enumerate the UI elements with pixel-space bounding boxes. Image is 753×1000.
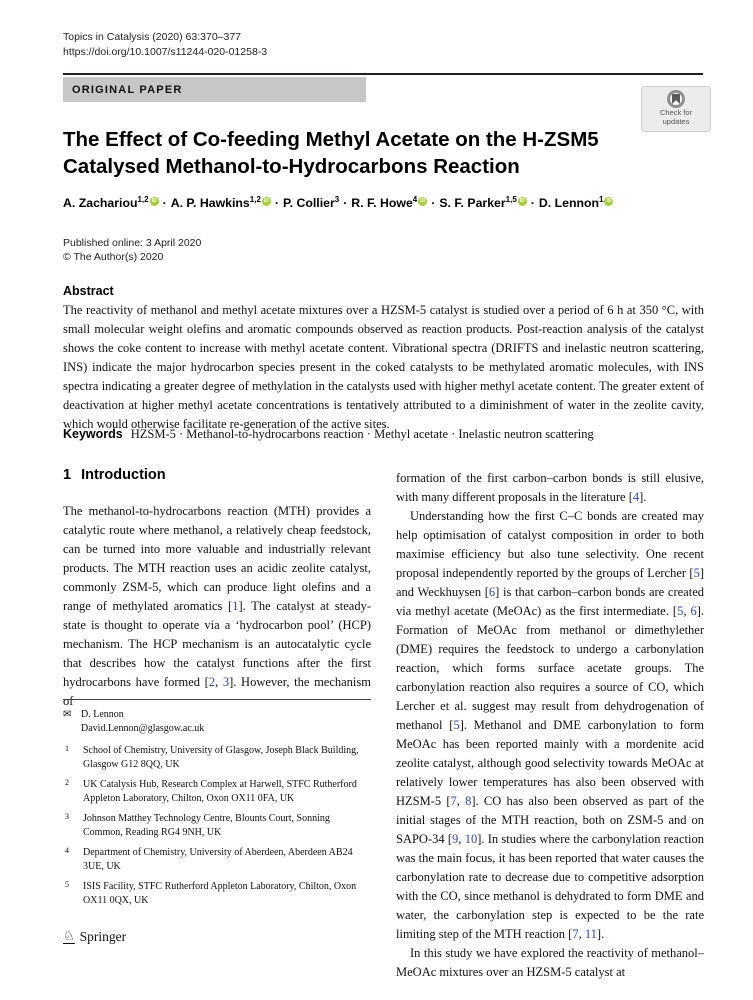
author bbox=[539, 196, 614, 210]
author-affiliation-sup: 3 bbox=[334, 194, 340, 204]
author-name: P. Collier bbox=[283, 196, 335, 210]
orcid-icon[interactable]: iD bbox=[519, 197, 525, 204]
affiliation-item bbox=[63, 812, 371, 839]
text-segment: The methanol-to-hydrocarbons reaction (MTH) provides a catalytic route where methanol, a relatively cheap feedstock, can be turned into more valuable and industrially relevant products. The MTH reaction uses an acidic zeolite catalyst, commonly ZSM-5, which can produce light olefins and a range of methylated aromatics [ bbox=[63, 504, 371, 613]
citation-link[interactable]: 2 bbox=[208, 675, 216, 689]
author bbox=[63, 196, 159, 210]
affiliation-number: 2 bbox=[65, 778, 69, 787]
intro-paragraph-right-3 bbox=[396, 944, 704, 982]
citation-link[interactable]: 4 bbox=[632, 490, 640, 504]
text-segment: ]. Methanol and DME carbonylation to form MeOAc has been reported mainly with a mordenite acid zeolite catalyst, although good selectivity towards MeOAc at relatively lower temperatures has also been observed with HZSM-5 [ bbox=[396, 718, 704, 808]
text-segment: ]. However, the mechanism of bbox=[63, 675, 371, 708]
orcid-icon[interactable]: iD bbox=[263, 197, 269, 204]
affiliation-text: UK Catalysis Hub, Research Complex at Harwell, STFC Rutherford Appleton Laboratory, Chilton, Oxon OX11 0FA, UK bbox=[83, 779, 357, 804]
abstract-heading: Abstract bbox=[63, 284, 114, 298]
copyright-line: © The Author(s) 2020 bbox=[63, 251, 164, 263]
publisher-footer bbox=[63, 929, 126, 945]
affiliation-item bbox=[63, 744, 371, 771]
author-name: R. F. Howe bbox=[351, 196, 413, 210]
crossmark-icon bbox=[667, 90, 685, 108]
intro-paragraph-right-1 bbox=[396, 469, 704, 507]
author bbox=[351, 196, 427, 210]
citation-link[interactable]: 1 bbox=[232, 599, 239, 613]
affiliation-item bbox=[63, 778, 371, 805]
affiliation-text: ISIS Facility, STFC Rutherford Appleton Laboratory, Chilton, Oxon OX11 0QX, UK bbox=[83, 881, 357, 906]
affiliation-number: 4 bbox=[65, 846, 69, 855]
springer-logo-icon: ♘ bbox=[63, 929, 75, 944]
author-affiliation-sup: 1 bbox=[599, 194, 604, 204]
text-segment: ]. In studies where the carbonylation reaction was the main focus, it has been reported that water causes the carbonylation rate to decrease due to competitive adsorption with the CO, since methanol is dehydrated to form DME and water, the carbonylation step is expected to be the rate limiting step of the MTH reaction [ bbox=[396, 832, 704, 941]
citation-link[interactable]: 6 bbox=[488, 585, 496, 599]
affiliation-text: Johnson Matthey Technology Centre, Blounts Court, Sonning Common, Reading RG4 9NH, UK bbox=[83, 813, 330, 838]
author-name: D. Lennon bbox=[538, 196, 600, 210]
citation-link[interactable]: 10 bbox=[464, 832, 478, 846]
correspondence-email[interactable]: David.Lennon@glasgow.ac.uk bbox=[81, 722, 205, 734]
journal-reference: Topics in Catalysis (2020) 63:370–377 bbox=[63, 31, 242, 43]
text-segment: , bbox=[215, 675, 223, 689]
abstract-text: The reactivity of methanol and methyl acetate mixtures over a HZSM-5 catalyst is studied over a period of 6 h at 350 °C, with small molecular weight olefins and aromatic compounds observed as reaction products. Post-reaction analysis of the catalyst shows the coke content to increase with methyl acetate content. Vibrational spectra (DRIFTS and inelastic neutron scattering, INS) indicate the major hydrocarbon species present in the coked catalysts to be methylated aromatic molecules, with INS spectra indicating a greater degree of methylation in the catalysts used with higher methyl acetate content. The greater extent of deactivation at higher methyl acetate concentrations is tentatively attributed to a diminishment of water in the zeolite cavity, which would otherwise facilitate re-generation of the active sites. bbox=[63, 303, 704, 431]
text-segment: , bbox=[456, 794, 466, 808]
affiliation-number: 3 bbox=[65, 812, 69, 821]
article-type-banner: ORIGINAL PAPER bbox=[63, 77, 366, 102]
author bbox=[439, 196, 526, 210]
citation-link[interactable]: 6 bbox=[690, 604, 697, 618]
correspondence-text bbox=[81, 708, 371, 735]
keywords-text: HZSM-5 · Methanol-to-hydrocarbons reaction · Methyl acetate · Inelastic neutron scattering bbox=[130, 427, 594, 441]
doi-link[interactable]: https://doi.org/10.1007/s11244-020-01258-3 bbox=[63, 46, 268, 58]
affiliation-item bbox=[63, 846, 371, 873]
keywords-line bbox=[63, 427, 703, 442]
intro-paragraph-right-2 bbox=[396, 507, 704, 944]
citation-link[interactable]: 11 bbox=[584, 927, 597, 941]
text-segment: ]. The catalyst at steady-state is thought to operate via a ‘hydrocarbon pool’ (HCP) mechanism. The HCP mechanism is an autocatalytic cycle that describes how the catalyst functions after the first hydrocarbons have formed [ bbox=[63, 599, 371, 689]
orcid-icon[interactable]: iD bbox=[606, 197, 612, 204]
author-line bbox=[63, 196, 703, 210]
author-separator: · bbox=[431, 196, 436, 210]
right-column bbox=[396, 469, 704, 982]
left-column bbox=[63, 466, 371, 711]
citation-link[interactable]: 5 bbox=[453, 718, 460, 732]
correspondence bbox=[63, 708, 371, 735]
author-affiliation-sup: 4 bbox=[412, 194, 418, 204]
affiliation-item bbox=[63, 880, 371, 907]
text-segment: ]. bbox=[639, 490, 647, 504]
text-segment: In this study we have explored the reactivity of methanol–MeOAc mixtures over an HZSM-5 catalyst at bbox=[396, 946, 704, 979]
publisher-name: Springer bbox=[79, 929, 127, 944]
footnote-block bbox=[63, 699, 371, 914]
citation-link[interactable]: 5 bbox=[693, 566, 700, 580]
bookmark-icon bbox=[672, 94, 680, 104]
text-segment: , bbox=[458, 832, 465, 846]
orcid-icon[interactable]: iD bbox=[420, 197, 426, 204]
citation-link[interactable]: 9 bbox=[452, 832, 459, 846]
affiliation-number: 1 bbox=[65, 744, 69, 753]
affiliation-text: School of Chemistry, University of Glasgow, Joseph Black Building, Glasgow G12 8QQ, UK bbox=[83, 745, 359, 770]
correspondence-name: D. Lennon bbox=[81, 709, 124, 720]
author-affiliation-sup: 1,2 bbox=[137, 194, 149, 204]
author-separator: · bbox=[274, 196, 280, 210]
affiliation-text: Department of Chemistry, University of Aberdeen, Aberdeen AB24 3UE, UK bbox=[83, 847, 353, 872]
text-segment: Understanding how the first C–C bonds are created may help optimisation of catalyst composition in order to both maximise efficiency but also tune selectivity. One recent proposal independently reported by the groups of Lercher [ bbox=[396, 509, 704, 580]
citation-link[interactable]: 7 bbox=[572, 927, 579, 941]
author-separator: · bbox=[162, 196, 167, 210]
citation-link[interactable]: 7 bbox=[450, 794, 457, 808]
intro-paragraph-left bbox=[63, 502, 371, 711]
author-name: S. F. Parker bbox=[439, 196, 506, 210]
text-segment: ]. CO has also been observed as part of the initial stages of the MTH reaction, both on ZSM-5 and on SAPO-34 [ bbox=[396, 794, 705, 846]
orcid-icon[interactable]: iD bbox=[151, 197, 157, 204]
publication-meta bbox=[63, 236, 201, 264]
author-separator: · bbox=[530, 196, 535, 210]
author-separator: · bbox=[343, 196, 348, 210]
article-title: The Effect of Co-feeding Methyl Acetate on the H-ZSM5 Catalysed Methanol-to-Hydrocarbons Reaction bbox=[63, 128, 599, 178]
affiliation-number: 5 bbox=[65, 880, 69, 889]
author-affiliation-sup: 1,5 bbox=[505, 194, 517, 204]
citation-link[interactable]: 3 bbox=[222, 675, 230, 689]
section-heading-introduction bbox=[63, 466, 371, 485]
header-rule bbox=[63, 73, 703, 75]
author-affiliation-sup: 1,2 bbox=[249, 194, 261, 204]
text-segment: , bbox=[578, 927, 585, 941]
author-name: A. Zachariou bbox=[63, 196, 138, 210]
text-segment: formation of the first carbon–carbon bonds is still elusive, with many different proposals in the literature [ bbox=[396, 471, 704, 504]
author-name: A. P. Hawkins bbox=[170, 196, 250, 210]
text-segment: ]. Formation of MeOAc from methanol or dimethylether (DME) requires the feedstock to undergo a carbonylation reaction, which forms surface acetate groups. The carbonylation reaction also requires a source of CO, which Lercher et al. suggest may result from dehydrogenation of methanol [ bbox=[396, 604, 705, 732]
author bbox=[171, 196, 271, 210]
published-online: Published online: 3 April 2020 bbox=[63, 237, 202, 249]
citation-link[interactable]: 5 bbox=[677, 604, 684, 618]
citation-link[interactable]: 8 bbox=[465, 794, 472, 808]
keywords-label: Keywords bbox=[63, 427, 123, 441]
text-segment: ] and Weckhuysen [ bbox=[396, 566, 704, 599]
text-segment: ]. bbox=[596, 927, 605, 941]
text-segment: , bbox=[683, 604, 691, 618]
envelope-icon: ✉ bbox=[63, 709, 72, 720]
section-number: 1 bbox=[63, 467, 72, 483]
text-segment: ] is that carbon–carbon bonds are created via methyl acetate (MeOAc) as the first intermediate. [ bbox=[396, 585, 704, 618]
section-title: Introduction bbox=[81, 467, 166, 483]
author bbox=[283, 196, 339, 210]
page-header bbox=[63, 30, 703, 60]
check-for-updates-label: Check for updates bbox=[659, 108, 693, 126]
